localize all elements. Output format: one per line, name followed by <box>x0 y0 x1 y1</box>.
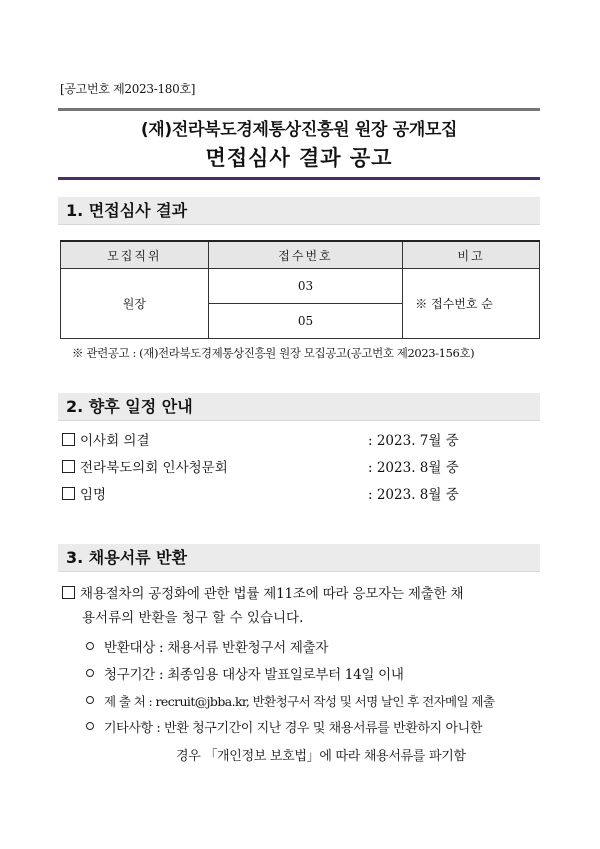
column-header-receipt-number: 접수번호 <box>208 241 403 269</box>
related-notice-note: ※ 관련공고 : (재)전라북도경제통상진흥원 원장 모집공고(공고번호 제2023-156호) <box>72 346 475 360</box>
schedule-value: : 2023. 8월 중 <box>368 487 459 503</box>
title-block <box>58 108 540 180</box>
list-item-continuation: 경우 「개인정보 보호법」에 따라 채용서류를 파기함 <box>176 749 466 764</box>
section-heading-schedule: 2. 향후 일정 안내 <box>58 393 540 421</box>
checkbox-icon <box>62 487 75 500</box>
remark-cell: ※ 접수번호 순 <box>403 269 540 339</box>
schedule-item <box>62 430 540 452</box>
checkbox-icon <box>62 460 75 473</box>
schedule-label: 이사회 의결 <box>80 433 150 449</box>
list-item: 제 출 처 : recruit@jbba.kr, 반환청구서 작성 및 서명 날인 후 전자메일 제출 <box>86 690 494 714</box>
table-row <box>61 269 540 304</box>
page-subtitle: (재)전라북도경제통상진흥원 원장 공개모집 <box>140 120 458 140</box>
section-heading-interview-result: 1. 면접심사 결과 <box>58 197 540 225</box>
checkbox-icon <box>62 433 75 446</box>
list-item: 청구기간 : 최종임용 대상자 발표일로부터 14일 이내 <box>86 663 404 687</box>
schedule-label: 전라북도의회 인사청문회 <box>80 460 228 476</box>
receipt-number-cell: 05 <box>208 304 403 339</box>
column-header-remark: 비고 <box>403 241 540 269</box>
circle-bullet-icon <box>86 722 94 730</box>
result-table <box>60 240 540 339</box>
schedule-label: 임명 <box>80 487 107 503</box>
paragraph-line-2: 용서류의 반환을 청구 할 수 있습니다. <box>82 610 304 626</box>
return-paragraph <box>62 582 542 630</box>
schedule-item <box>62 484 540 506</box>
schedule-value: : 2023. 7월 중 <box>368 433 459 449</box>
column-header-position: 모집직위 <box>61 241 209 269</box>
schedule-value: : 2023. 8월 중 <box>368 460 459 476</box>
circle-bullet-icon <box>86 696 94 704</box>
circle-bullet-icon <box>86 642 94 650</box>
section-heading-document-return: 3. 채용서류 반환 <box>58 544 540 572</box>
schedule-item <box>62 457 540 479</box>
receipt-number-cell: 03 <box>208 269 403 304</box>
checkbox-icon <box>62 586 75 599</box>
notice-number: [공고번호 제2023-180호] <box>60 82 196 96</box>
list-item: 기타사항 : 반환 청구기간이 지난 경우 및 채용서류를 반환하지 아니한 <box>86 717 482 741</box>
table-header-row <box>61 241 540 269</box>
list-item: 반환대상 : 채용서류 반환청구서 제출자 <box>86 636 328 660</box>
page-title: 면접심사 결과 공고 <box>205 146 393 170</box>
position-cell: 원장 <box>61 269 209 339</box>
circle-bullet-icon <box>86 669 94 677</box>
paragraph-line-1: 채용절차의 공정화에 관한 법률 제11조에 따라 응모자는 제출한 채 <box>80 586 464 602</box>
